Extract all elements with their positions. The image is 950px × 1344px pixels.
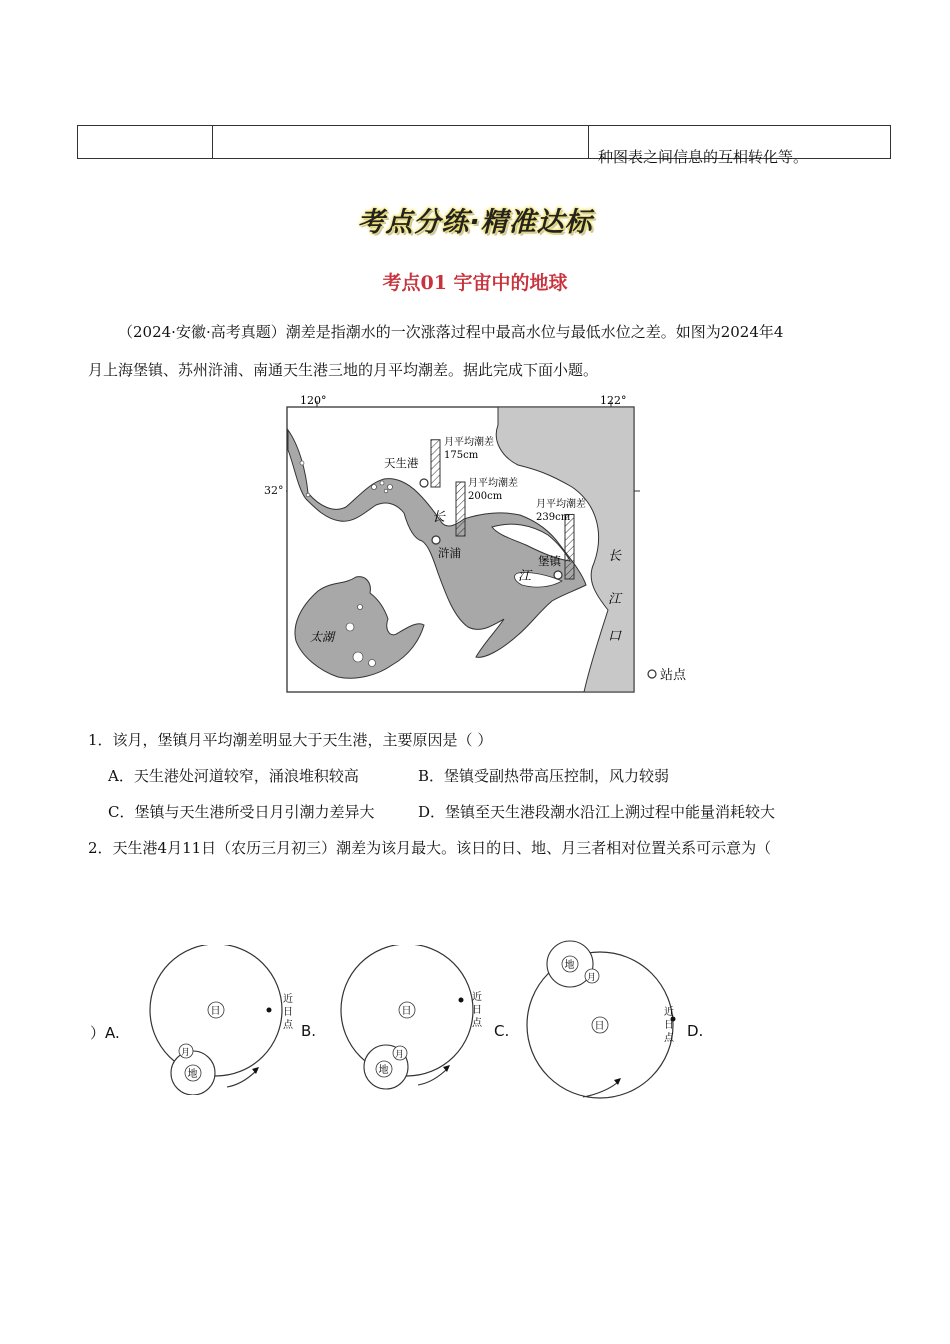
- table-cell-text: 种图表之间信息的互相转化等。: [598, 148, 809, 166]
- station-xupu-label: 浒浦: [438, 546, 461, 560]
- station-tianshenggang-label: 天生港: [384, 456, 419, 470]
- perihelion-char-1: 近: [472, 992, 482, 1003]
- station-baozhen-label: 堡镇: [538, 554, 561, 568]
- earth-label: 地: [564, 960, 575, 971]
- lon-120-label: 120°: [300, 395, 327, 407]
- perihelion-char-3: 点: [664, 1033, 674, 1044]
- question-1-option-b[interactable]: B．堡镇受副热带高压控制，风力较弱: [418, 767, 670, 785]
- moon-label: 月: [181, 1048, 191, 1058]
- intro-line-2: 月上海堡镇、苏州浒浦、南通天生港三地的月平均潮差。据此完成下面小题。: [88, 361, 599, 379]
- moon-label: 月: [395, 1050, 405, 1060]
- diagram-c-perihelion: [660, 1005, 680, 1054]
- sun-label: 日: [401, 1006, 412, 1017]
- perihelion-char-2: 日: [283, 1007, 293, 1018]
- question-2-stem: 2．天生港4月11日（农历三月初三）潮差为该月最大。该日的日、地、月三者相对位置关系可示意为（: [88, 839, 772, 857]
- table-divider: [212, 126, 213, 158]
- diagram-b-label[interactable]: B.: [301, 1022, 317, 1040]
- lon-122-label: 122°: [600, 395, 627, 407]
- station-xupu: [432, 536, 440, 544]
- perihelion-char-1: 近: [283, 994, 293, 1005]
- bar-3-label: 月平均潮差: [536, 499, 586, 510]
- lat-32-label: 32°: [264, 484, 284, 497]
- sun-label: 日: [594, 1021, 605, 1032]
- earth-label: 地: [187, 1069, 198, 1080]
- perihelion-char-1: 近: [664, 1007, 674, 1018]
- legend-station-label: 站点: [660, 668, 687, 683]
- station-tianshenggang: [420, 479, 428, 487]
- moon-label: 月: [587, 973, 597, 983]
- perihelion-char-2: 日: [664, 1020, 674, 1031]
- bar-1-value: 175cm: [444, 450, 479, 461]
- bar-2-value: 200cm: [468, 491, 503, 502]
- diagram-a-label[interactable]: ）A.: [90, 1024, 120, 1042]
- taihu-label: 太湖: [310, 630, 335, 644]
- legend-station-icon: [648, 670, 656, 678]
- perihelion-char-2: 日: [472, 1005, 482, 1016]
- bar-3-value: 239cm: [536, 512, 571, 523]
- table-divider: [588, 126, 589, 158]
- bar-2-label: 月平均潮差: [468, 478, 518, 489]
- estuary-char-1: 长: [608, 549, 622, 564]
- diagram-d-label[interactable]: D.: [687, 1022, 704, 1040]
- diagram-a: [135, 945, 300, 1099]
- bar-1-label: 月平均潮差: [444, 437, 494, 448]
- question-1-option-d[interactable]: D．堡镇至天生港段潮水沿江上溯过程中能量消耗较大: [418, 803, 776, 821]
- diagram-b: [330, 945, 495, 1099]
- question-1-stem: 1．该月，堡镇月平均潮差明显大于天生港，主要原因是（ ）: [88, 731, 493, 749]
- section-title: 考点01 宇宙中的地球: [382, 272, 568, 294]
- estuary-char-2: 江: [608, 592, 622, 607]
- perihelion-char-3: 点: [472, 1018, 482, 1029]
- sun-label: 日: [210, 1006, 221, 1017]
- earth-label: 地: [378, 1065, 389, 1076]
- river-char-chang: 长: [432, 510, 446, 525]
- tidal-range-map: [286, 395, 706, 699]
- question-1-option-c[interactable]: C．堡镇与天生港所受日月引潮力差异大: [108, 803, 375, 821]
- tidal-bar-3: [565, 514, 574, 579]
- river-char-jiang: 江: [518, 569, 532, 584]
- diagram-c-label[interactable]: C.: [494, 1022, 510, 1040]
- perihelion-char-3: 点: [283, 1020, 293, 1031]
- intro-line-1: （2024·安徽·高考真题）潮差是指潮水的一次涨落过程中最高水位与最低水位之差。如图为2024年4: [118, 323, 784, 341]
- station-baozhen: [554, 571, 562, 579]
- question-1-option-a[interactable]: A．天生港处河道较窄，涌浪堆积较高: [108, 767, 359, 785]
- tidal-bar-1: [431, 440, 440, 487]
- section-banner: 考点分练·精准达标: [357, 207, 593, 238]
- tidal-bar-2: [456, 482, 465, 536]
- estuary-char-3: 口: [608, 629, 622, 644]
